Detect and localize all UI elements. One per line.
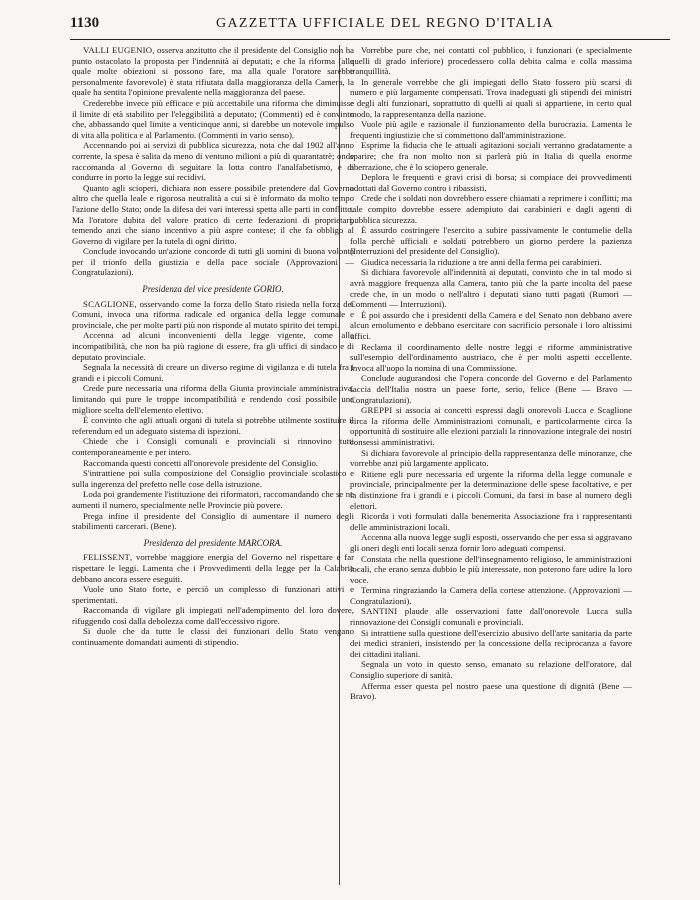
speaker-name: VALLI EUGENIO — [83, 45, 153, 55]
felissent-continued-paragraph-2: In generale vorrebbe che gli impiegati dello Stato fossero più scarsi di numero e più largamente compensati. Trova inadeguati gli stipendi dei ministri e degli alti funzionari, soprattutto di quelli ai quali si appartiene, in certo qual modo, la rappresentanza della nazione. — [350, 76, 632, 119]
felissent-paragraph-2: Vuole uno Stato forte, e perciò un complesso di funzionari attivi e sperimentati. — [72, 584, 354, 605]
greppi-paragraph-6: Constata che nella questione dell'insegnamento religioso, le amministrazioni locali, che erano senza dubbio le più interessate, non poterono fare udire la loro voce. — [350, 553, 632, 585]
felissent-continued-paragraph-8: Giudica necessaria la riduzione a tre anni della ferma pei carabinieri. — [361, 256, 602, 267]
felissent-continued-paragraph-9: Si dichiara favorevole all'indennità ai deputati, convinto che in tal modo si avrà maggiore frequenza alla Camera, tanto più che la parte incolta del paese crede che, in un modo o nell'altro i deputati siano tutti pagati (Rumori — Commenti — Interruzioni). — [350, 267, 632, 310]
santini-paragraph-3: Segnala un voto in questo senso, emanato su relazione dell'oratore, dal Consiglio superiore di sanità. — [350, 659, 632, 681]
publication-title: GAZZETTA UFFICIALE DEL REGNO D'ITALIA — [216, 16, 554, 31]
section-heading-marcora: Presidenza del presidente MARCORA. — [143, 537, 283, 548]
scaglione-paragraph-5: È convinto che agli attuali organi di tutela si potrebbe utilmente sostituire il referendum ed un adeguato sistema di ispezioni. — [72, 415, 354, 436]
greppi-paragraph-3: Ritiene egli pure necessaria ed urgente la riforma della legge comunale e provinciale, principalmente per la determinazione delle spese facoltative, e per la distinzione fra i grandi e i piccoli Comuni, da farsi in base al numero degli elettori. — [350, 468, 632, 511]
scaglione-paragraph-1: SCAGLIONE, osservando come la forza dello Stato risieda nella forza dei Comuni, invoca una riforma radicale ed organica della legge comunale e provinciale, che per molte parti più non risponde al mutato spirito dei tempi. — [72, 298, 354, 330]
greppi-paragraph-1: GREPPI si associa ai concetti espressi dagli onorevoli Lucca e Scaglione circa la riforma delle Amministrazioni comunali, e particolarmente circa la opportunità di sostituire alle elezioni parziali la rinnovazione integrale dei nostri consessi amministrativi. — [350, 405, 632, 447]
felissent-continued-paragraph-4: Esprime la fiducia che le attuali agitazioni sociali verranno gradatamente a sparire; che fra non molto non si parlerà più in Italia di quella enorme aberrazione, che è lo sciopero generale. — [350, 140, 632, 172]
felissent-paragraph-3: Raccomanda di vigilare gli impiegati nell'adempimento del loro dovere, rifuggendo così dalla debolezza come dall'eccessivo rigore. — [72, 605, 354, 626]
valli-paragraph-4: Quanto agli scioperi, dichiara non essere possibile pretendere dal Governo altro che quella leale e rigorosa neutralità a cui si è informato da molto tempo l'azione dello Stato; onde la difesa dei vari interessi spetta alle parti in conflitto. Ma l'oratore dubita del valore pratico di certe federazioni di proprietari, temendo anzi che siano incentivo a più aspre contese; il che fa obbligo al Governo di vigilare per la tutela di ogni diritto. — [72, 182, 354, 246]
valli-paragraph-3: Accennando poi ai servizi di pubblica sicurezza, nota che dal 1902 all'anno corrente, la spesa è salita da meno di ventuno milioni a più di quarantatrè; onde raccomanda al Governo di seguitare la lotta contro l'analfabetismo, e di condurre in porto la legge sui recidivi. — [72, 140, 354, 183]
felissent-continued-paragraph-5: Deplora le frequenti e gravi crisi di borsa; si compiace dei provvedimenti adottati dal Governo contro i ribassisti. — [350, 172, 632, 193]
valli-paragraph-2: Crederebbe invece più efficace e più accettabile una riforma che diminuisse il limite di età stabilito per l'eleggibilità a deputato; (Commenti) ed è convinto che, abbassando quel limite a venticinque anni, si darebbe un notevole impulso di vita alla politica e al Parlamento. (Commenti in vario senso). — [72, 97, 354, 140]
speaker-name: SCAGLIONE — [83, 298, 135, 309]
greppi-paragraph-4: Ricorda i voti formulati dalla benemerita Associazione fra i rappresentanti delle amministrazioni locali. — [350, 511, 632, 532]
santini-paragraph-1: SANTINI plaude alle osservazioni fatte dall'onorevole Lucca sulla rinnovazione dei Consigli comunali e provinciali. — [350, 606, 632, 628]
felissent-continued-paragraph-3: Vuole più agile e razionale il funzionamento della burocrazia. Lamenta le frequenti ingiustizie che si commettono dall'amministrazione. — [350, 119, 632, 140]
scaglione-paragraph-10: Prega infine il presidente del Consiglio di aumentare il numero degli stabilimenti carcerari. (Bene). — [72, 510, 354, 532]
left-column — [72, 45, 354, 891]
felissent-continued-paragraph-7: È assurdo costringere l'esercito a subire passivamente le contumelie della folla perchè ufficiali e soldati potrebbero un giorno perdere la pazienza (Interruzioni del presidente del Consiglio). — [350, 225, 632, 257]
scaglione-paragraph-6: Chiede che i Consigli comunali e provinciali si rinnovino tutti contemporaneamente e per intero. — [72, 436, 354, 457]
felissent-continued-paragraph-6: Crede che i soldati non dovrebbero essere chiamati a reprimere i conflitti; ma tale compito dovrebbe essere adempiuto dai carabinieri e dagli agenti di pubblica sicurezza. — [350, 193, 632, 225]
scaglione-paragraph-3: Segnala la necessità di creare un diverso regime di vigilanza e di tutela fra i grandi e i piccoli Comuni. — [72, 362, 354, 383]
felissent-continued-paragraph-1: Vorrebbe pure che, nei contatti col pubblico, i funzionari (e specialmente quelli di grado inferiore) procedessero colla debita calma e colla massima tranquillità. — [350, 45, 632, 77]
valli-paragraph-5: Conclude invocando un'azione concorde di tutti gli uomini di buona volontà per il trionfo della giustizia e della pace sociale (Approvazioni — Congratulazioni). — [72, 246, 354, 278]
scaglione-paragraph-9: Loda poi grandemente l'istituzione dei riformatori, raccomandando che se ne aumenti il numero, specialmente nelle Provincie più povere. — [72, 489, 354, 510]
speaker-name: SANTINI — [361, 606, 398, 617]
scaglione-paragraph-2: Accenna ad alcuni inconvenienti della legge vigente, come alla incompatibilità, che non ha più ragione di essere, fra gli uffici di sindaco e di deputato provinciale. — [72, 330, 354, 362]
scaglione-paragraph-8: S'intrattiene poi sulla composizione del Consiglio provinciale scolastico e sulla ingerenza del prefetto nelle cose della istruzione. — [72, 468, 354, 489]
valli-paragraph-1: VALLI EUGENIO, osserva anzitutto che il presidente del Consiglio non ha punto ostacolato la proposta per l'indennità ai deputati; e che la riforma (alla quale molte obiezioni si possono fare, ma alla quale l'oratore sarebbe personalmente favorevole) è stata rifiutata dalla maggioranza della Camera, la quale ha sentita l'opinione prevalente nella maggioranza del paese. — [72, 45, 354, 98]
felissent-continued-paragraph-11: Reclama il coordinamento delle nostre leggi e riforme amministrative sull'esempio dell'ordinamento austriaco, che è per molti aspetti eccellente. Invoca all'uopo la nomina di una Commissione. — [350, 341, 632, 373]
speaker-name: GREPPI — [361, 405, 393, 416]
speaker-name: FELISSENT — [83, 552, 131, 563]
page-number: 1130 — [70, 15, 100, 31]
greppi-paragraph-2: Si dichiara favorevole al principio della rappresentanza delle minoranze, che vorrebbe anzi più largamente applicato. — [350, 447, 632, 469]
felissent-paragraph-4: Si duole che da tutte le classi dei funzionari dello Stato vengano continuamente domandati aumenti di stipendio. — [72, 626, 354, 648]
felissent-paragraph-1: FELISSENT, vorrebbe maggiore energia del Governo nel rispettare e far rispettare le leggi. Lamenta che i Provvedimenti della legge per la Calabria debbano ancora essere eseguiti. — [72, 552, 354, 584]
greppi-paragraph-7: Termina ringraziando la Camera della cortese attenzione. (Approvazioni — Congratulazioni). — [350, 585, 632, 606]
scaglione-paragraph-4: Crede pure necessaria una riforma della Giunta provinciale amministrativa, limitando qui pure le troppe incompatibilità e rendendo così possibile una migliore scelta dell'elemento elettivo. — [72, 383, 354, 415]
santini-paragraph-4: Afferma esser questa pel nostro paese una questione di dignità (Bene — Bravo). — [350, 680, 632, 702]
greppi-paragraph-5: Accenna alla nuova legge sugli esposti, osservando che per essa si aggravano gli oneri degli enti locali senza fornir loro adeguati compensi. — [350, 532, 632, 553]
felissent-continued-paragraph-12: Conclude augurandosi che l'opera concorde del Governo e del Parlamento faccia dell'Italia nostra un paese forte, serio, felice (Bene — Bravo — Congratulazioni). — [350, 373, 632, 405]
scaglione-paragraph-7: Raccomanda questi concetti all'onorevole presidente del Consiglio. — [83, 457, 319, 468]
section-heading-gorio: Presidenza del vice presidente GORIO. — [142, 284, 284, 295]
page-header — [70, 13, 670, 40]
santini-paragraph-2: Si intrattiene sulla questione dell'esercizio abusivo dell'arte sanitaria da parte dei medici stranieri, insistendo per la concessione della reciprocanza a favore dei cittadini italiani. — [350, 627, 632, 659]
right-column — [350, 45, 632, 891]
felissent-continued-paragraph-10: È poi assurdo che i presidenti della Camera e del Senato non debbano avere alcun emolumento e debbano esercitare con sacrificio personale i loro altissimi uffici. — [350, 309, 632, 342]
